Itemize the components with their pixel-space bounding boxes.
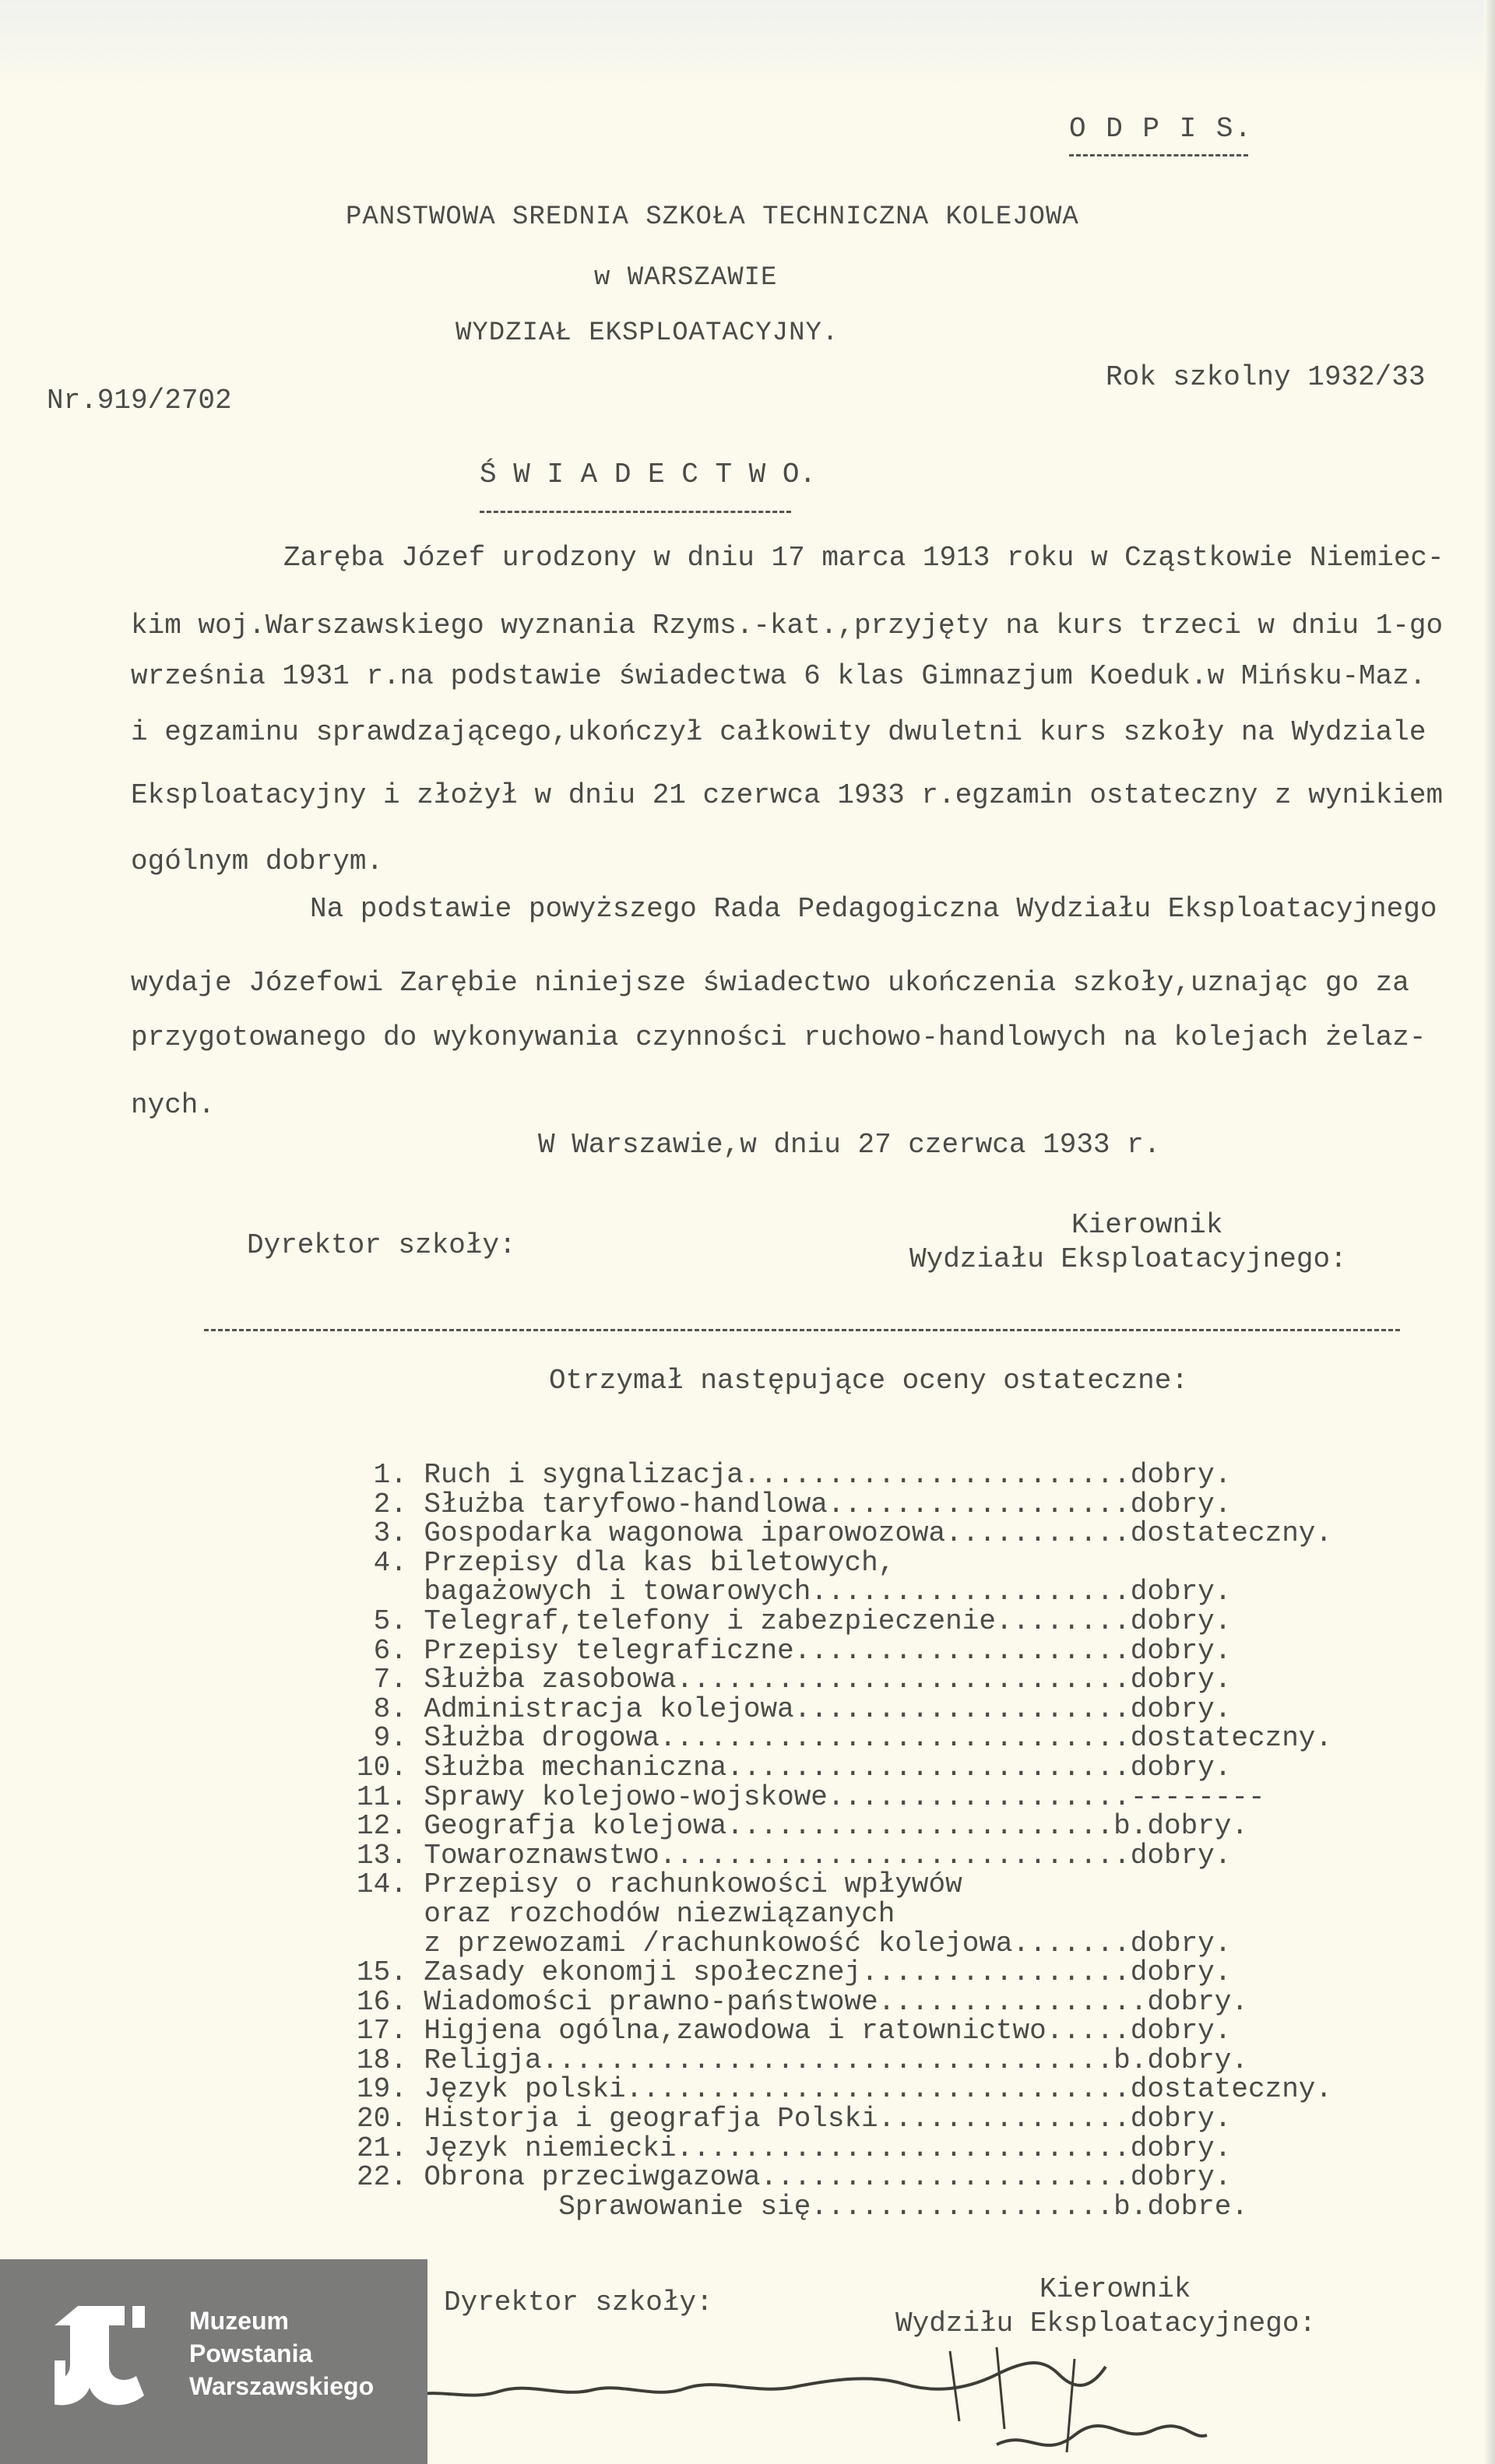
- grade-line: 8. Administracja kolejowa....................dobry.: [357, 1692, 1232, 1725]
- grade-line: 3. Gospodarka wagonowa iparowozowa...........dostateczny.: [357, 1517, 1333, 1550]
- grade-line: 22. Obrona przeciwgazowa......................dobry.: [357, 2161, 1232, 2194]
- grade-line: 5. Telegraf,telefony i zabezpieczenie........dobry.: [357, 1605, 1232, 1637]
- kotwica-anchor-logo-icon: [55, 2298, 164, 2415]
- grade-line: 12. Geografja kolejowa.......................b.dobry.: [357, 1810, 1248, 1843]
- museum-watermark: [0, 2259, 427, 2464]
- paragraph-line: ogólnym dobrym.: [131, 845, 384, 877]
- copy-mark: O D P I S.: [1069, 113, 1254, 145]
- school-city: w WARSZAWIE: [594, 263, 778, 293]
- grade-line: 1. Ruch i sygnalizacja.......................dobry.: [357, 1459, 1232, 1491]
- paragraph-line: Zaręba Józef urodzony w dniu 17 marca 1913 roku w Cząstkowie Niemiec-: [283, 542, 1444, 574]
- grade-line: 15. Zasady ekonomji społecznej................dobry.: [357, 1956, 1232, 1989]
- grade-line: 16. Wiadomości prawno-państwowe................dobry.: [357, 1985, 1248, 2018]
- paragraph-line: Eksploatacyjny i złożył w dniu 21 czerwca 1933 r.egzamin ostateczny z wynikiem: [131, 779, 1444, 811]
- handwritten-signature: [405, 2343, 1261, 2464]
- title-underline: [480, 511, 791, 513]
- scan-top-band: [0, 0, 1495, 86]
- document-number: Nr.919/2702: [47, 385, 232, 417]
- watermark-line: Warszawskiego: [189, 2372, 375, 2400]
- grade-line: 19. Język polski..............................dostateczny.: [357, 2073, 1333, 2106]
- grade-line: 11. Sprawy kolejowo-wojskowe..................--------: [357, 1780, 1265, 1813]
- school-department: WYDZIAŁ EKSPLOATACYJNY.: [456, 318, 839, 348]
- grade-line: 17. Higjena ogólna,zawodowa i ratownictwo.....dobry.: [357, 2015, 1232, 2047]
- watermark-line: Powstania: [189, 2339, 313, 2367]
- grade-line: 20. Historja i geografja Polski...............dobry.: [357, 2103, 1232, 2135]
- school-year: Rok szkolny 1932/33: [1106, 361, 1426, 393]
- paragraph-line: przygotowanego do wykonywania czynności ruchowo-handlowych na kolejach żelaz-: [131, 1021, 1426, 1053]
- grade-line: 9. Służba drogowa............................dostateczny.: [357, 1722, 1333, 1755]
- place-date: W Warszawie,w dniu 27 czerwca 1933 r.: [538, 1129, 1161, 1161]
- grade-line: 10. Służba mechaniczna........................dobry.: [357, 1751, 1232, 1784]
- head-label-bottom-line2: Wydziłu Eksploatacyjnego:: [895, 2308, 1317, 2339]
- head-label-line2: Wydziału Eksploatacyjnego:: [909, 1243, 1347, 1275]
- document-title: Ś W I A D E C T W O.: [480, 459, 817, 490]
- director-label: Dyrektor szkoły:: [247, 1229, 516, 1261]
- grade-line: 14. Przepisy o rachunkowości wpływów: [357, 1868, 962, 1901]
- head-label-bottom-line1: Kierownik: [1039, 2273, 1191, 2305]
- watermark-line: Muzeum: [189, 2307, 289, 2335]
- school-name: PANSTWOWA SREDNIA SZKOŁA TECHNICZNA KOLEJOWA: [346, 202, 1079, 232]
- paragraph-line: i egzaminu sprawdzającego,ukończył całkowity dwuletni kurs szkoły na Wydziale: [131, 716, 1426, 748]
- copy-mark-underline: [1069, 154, 1248, 156]
- grade-line: 13. Towaroznawstwo............................dobry.: [357, 1839, 1232, 1872]
- scan-right-edge: [1484, 0, 1495, 2464]
- grade-line: z przewozami /rachunkowość kolejowa.......dobry.: [357, 1927, 1232, 1960]
- grade-line: 18. Religja..................................b.dobry.: [357, 2044, 1248, 2076]
- conduct-line: Sprawowanie się..................b.dobre.: [357, 2190, 1248, 2223]
- head-label-line1: Kierownik: [1071, 1209, 1223, 1241]
- grade-line: bagażowych i towarowych...................dobry.: [357, 1576, 1232, 1608]
- grades-heading: Otrzymał następujące oceny ostateczne:: [549, 1365, 1188, 1397]
- section-divider: [204, 1329, 1400, 1331]
- grade-line: 6. Przepisy telegraficzne....................dobry.: [357, 1634, 1232, 1667]
- paragraph-line: wydaje Józefowi Zarębie niniejsze świadectwo ukończenia szkoły,uznając go za: [131, 967, 1409, 999]
- grade-line: 7. Służba zasobowa...........................dobry.: [357, 1664, 1232, 1696]
- director-label-bottom: Dyrektor szkoły:: [444, 2286, 713, 2318]
- paragraph-line: kim woj.Warszawskiego wyznania Rzyms.-kat.,przyjęty na kurs trzeci w dniu 1-go: [131, 610, 1444, 641]
- grade-line: 4. Przepisy dla kas biletowych,: [357, 1546, 895, 1579]
- grades-list: [357, 1460, 1332, 2221]
- paragraph-line: Na podstawie powyższego Rada Pedagogiczna Wydziału Eksploatacyjnego: [310, 893, 1437, 925]
- paragraph-line: nych.: [131, 1089, 216, 1121]
- grade-line: 2. Służba taryfowo-handlowa..................dobry.: [357, 1488, 1232, 1520]
- watermark-text: [189, 2304, 374, 2402]
- grade-line: oraz rozchodów niezwiązanych: [357, 1897, 895, 1930]
- paragraph-line: września 1931 r.na podstawie świadectwa 6 klas Gimnazjum Koeduk.w Mińsku-Maz.: [131, 660, 1426, 692]
- grade-line: 21. Język niemiecki...........................dobry.: [357, 2132, 1232, 2164]
